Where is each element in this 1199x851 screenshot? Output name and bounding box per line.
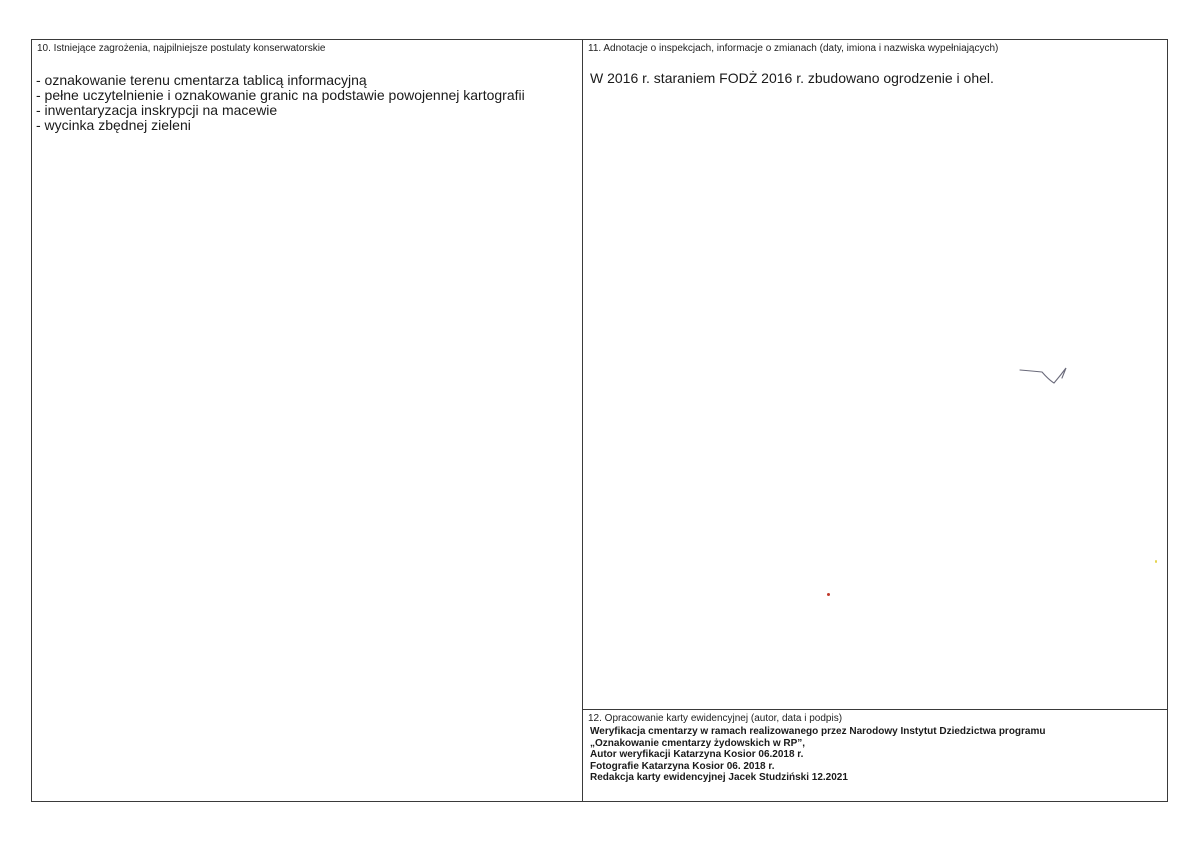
threats-section	[32, 40, 583, 801]
threats-list	[32, 55, 582, 133]
inspections-section-header: 11. Adnotacje o inspekcjach, informacje o zmianach (daty, imiona i nazwiska wypełniających)	[588, 43, 999, 54]
inspections-note: W 2016 r. staraniem FODŻ 2016 r. zbudowano ogrodzenie i ohel.	[590, 70, 994, 86]
authorship-line: Autor weryfikacji Katarzyna Kosior 06.2018 r.	[590, 749, 804, 760]
list-item: - inwentaryzacja inskrypcji na macewie	[36, 102, 278, 118]
threats-section-header: 10. Istniejące zagrożenia, najpilniejsze postulaty konserwatorskie	[37, 43, 326, 54]
authorship-line: Redakcja karty ewidencyjnej Jacek Studziński 12.2021	[590, 772, 848, 783]
authorship-section-header: 12. Opracowanie karty ewidencyjnej (autor, data i podpis)	[588, 713, 843, 724]
record-card-form	[31, 39, 1168, 802]
authorship-line: Weryfikacja cmentarzy w ramach realizowanego przez Narodowy Instytut Dziedzictwa programu	[590, 726, 1046, 737]
list-item: - pełne uczytelnienie i oznakowanie granic na podstawie powojennej kartografii	[36, 87, 525, 103]
authorship-section	[583, 710, 1167, 801]
authorship-lines	[583, 725, 1167, 784]
list-item: - wycinka zbędnej zieleni	[36, 117, 191, 133]
inspections-section	[583, 40, 1167, 710]
authorship-line: „Oznakowanie cmentarzy żydowskich w RP”,	[590, 737, 806, 749]
authorship-line: Fotografie Katarzyna Kosior 06. 2018 r.	[590, 760, 775, 772]
list-item: - oznakowanie terenu cmentarza tablicą informacyjną	[36, 72, 367, 88]
